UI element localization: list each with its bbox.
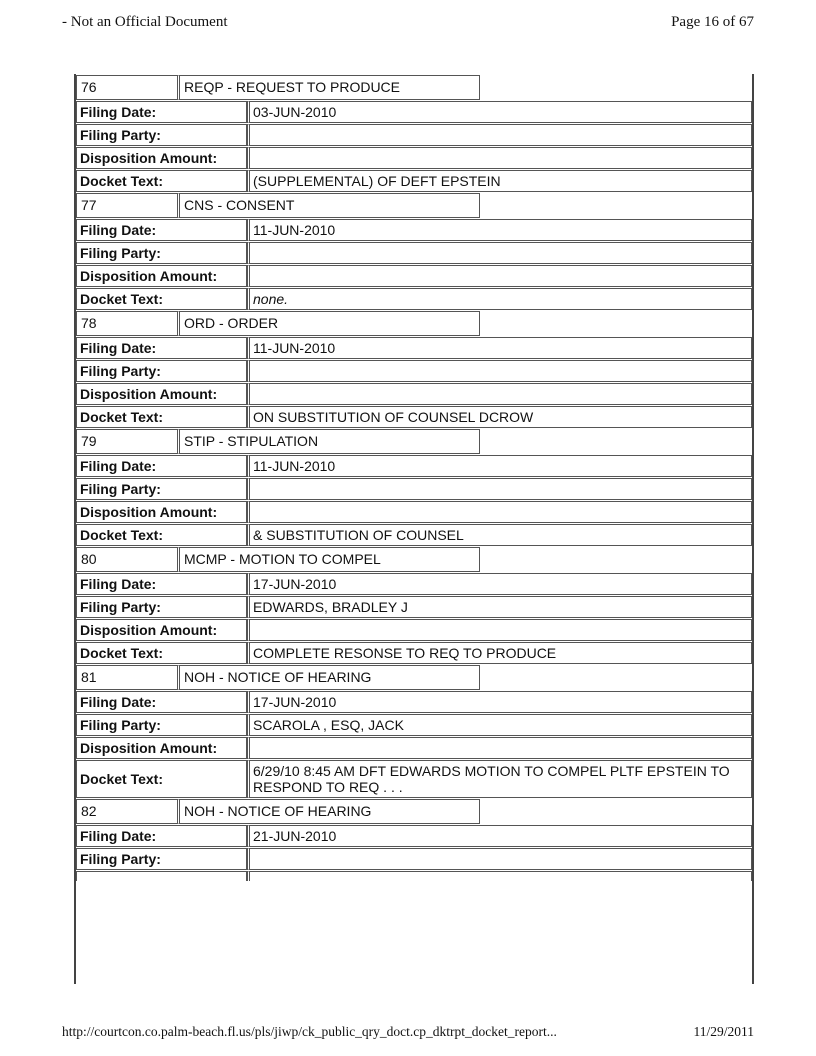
page-header-title: - Not an Official Document	[62, 14, 228, 30]
filing-date-label: Filing Date:	[76, 825, 247, 847]
entry-type: ORD - ORDER	[180, 311, 480, 336]
entry-header	[76, 311, 752, 336]
filing-date-value: 17-JUN-2010	[247, 691, 752, 713]
filing-date-value: 11-JUN-2010	[247, 219, 752, 241]
filing-party-row	[76, 714, 752, 736]
entry-type: CNS - CONSENT	[180, 193, 480, 218]
docket-entry	[76, 311, 752, 428]
entry-type: NOH - NOTICE OF HEARING	[180, 799, 480, 824]
entry-number: 77	[76, 193, 180, 218]
disposition-amount-value	[247, 265, 752, 287]
docket-text-row	[76, 170, 752, 192]
docket-text-row	[76, 760, 752, 798]
entry-number: 76	[76, 75, 180, 100]
docket-text-row	[76, 642, 752, 664]
docket-text-label: Docket Text:	[76, 642, 247, 664]
page-footer	[62, 1024, 754, 1040]
entry-type: NOH - NOTICE OF HEARING	[180, 665, 480, 690]
filing-party-value: SCAROLA , ESQ, JACK	[247, 714, 752, 736]
filing-date-row	[76, 219, 752, 241]
entry-header	[76, 429, 752, 454]
docket-text-value: & SUBSTITUTION OF COUNSEL	[247, 524, 752, 546]
filing-party-value: EDWARDS, BRADLEY J	[247, 596, 752, 618]
docket-entry	[76, 429, 752, 546]
filing-party-value	[247, 124, 752, 146]
disposition-amount-row	[76, 501, 752, 523]
disposition-amount-row	[76, 619, 752, 641]
entry-type: MCMP - MOTION TO COMPEL	[180, 547, 480, 572]
docket-text-label: Docket Text:	[76, 288, 247, 310]
entry-header	[76, 799, 752, 824]
disposition-amount-value	[247, 737, 752, 759]
filing-party-label: Filing Party:	[76, 714, 247, 736]
filing-date-row	[76, 337, 752, 359]
docket-text-label: Docket Text:	[76, 406, 247, 428]
docket-entry	[76, 193, 752, 310]
filing-date-label: Filing Date:	[76, 219, 247, 241]
filing-date-value: 17-JUN-2010	[247, 573, 752, 595]
filing-party-value	[247, 242, 752, 264]
entry-number: 80	[76, 547, 180, 572]
entry-number: 78	[76, 311, 180, 336]
disposition-amount-value	[247, 383, 752, 405]
disposition-amount-row	[76, 383, 752, 405]
disposition-amount-label: Disposition Amount:	[76, 501, 247, 523]
docket-table	[74, 74, 754, 984]
filing-date-value: 11-JUN-2010	[247, 337, 752, 359]
truncated-value-cell	[247, 871, 752, 881]
entry-header	[76, 75, 752, 100]
filing-party-label: Filing Party:	[76, 478, 247, 500]
docket-text-label: Docket Text:	[76, 760, 247, 798]
disposition-amount-row	[76, 265, 752, 287]
filing-party-row	[76, 848, 752, 870]
disposition-amount-row	[76, 737, 752, 759]
filing-party-label: Filing Party:	[76, 360, 247, 382]
entry-number: 79	[76, 429, 180, 454]
disposition-amount-value	[247, 147, 752, 169]
docket-entry	[76, 665, 752, 798]
entry-header	[76, 665, 752, 690]
filing-date-row	[76, 455, 752, 477]
footer-url: http://courtcon.co.palm-beach.fl.us/pls/jiwp/ck_public_qry_doct.cp_dktrpt_docket_report...	[62, 1024, 557, 1039]
filing-party-row	[76, 242, 752, 264]
entry-number: 81	[76, 665, 180, 690]
filing-party-row	[76, 124, 752, 146]
filing-party-value	[247, 848, 752, 870]
docket-text-row	[76, 288, 752, 310]
disposition-amount-value	[247, 501, 752, 523]
disposition-amount-label: Disposition Amount:	[76, 147, 247, 169]
docket-entry	[76, 547, 752, 664]
disposition-amount-label: Disposition Amount:	[76, 383, 247, 405]
filing-party-value	[247, 360, 752, 382]
disposition-amount-row	[76, 147, 752, 169]
page-number: Page 16 of 67	[671, 14, 754, 30]
docket-text-value: none.	[247, 288, 752, 310]
filing-party-label: Filing Party:	[76, 848, 247, 870]
entry-header	[76, 547, 752, 572]
filing-party-label: Filing Party:	[76, 242, 247, 264]
docket-text-value: ON SUBSTITUTION OF COUNSEL DCROW	[247, 406, 752, 428]
filing-party-label: Filing Party:	[76, 596, 247, 618]
filing-party-row	[76, 478, 752, 500]
disposition-amount-label: Disposition Amount:	[76, 619, 247, 641]
entry-type: STIP - STIPULATION	[180, 429, 480, 454]
filing-date-row	[76, 101, 752, 123]
filing-date-value: 03-JUN-2010	[247, 101, 752, 123]
entry-number: 82	[76, 799, 180, 824]
footer-date: 11/29/2011	[693, 1024, 754, 1039]
entry-type: REQP - REQUEST TO PRODUCE	[180, 75, 480, 100]
docket-text-row	[76, 524, 752, 546]
docket-text-row	[76, 406, 752, 428]
filing-date-value: 11-JUN-2010	[247, 455, 752, 477]
truncated-label-cell	[76, 871, 247, 881]
filing-date-row	[76, 825, 752, 847]
truncated-row	[76, 871, 752, 881]
filing-date-label: Filing Date:	[76, 573, 247, 595]
filing-date-row	[76, 691, 752, 713]
filing-party-value	[247, 478, 752, 500]
filing-date-label: Filing Date:	[76, 101, 247, 123]
disposition-amount-label: Disposition Amount:	[76, 737, 247, 759]
filing-party-label: Filing Party:	[76, 124, 247, 146]
filing-date-row	[76, 573, 752, 595]
filing-date-value: 21-JUN-2010	[247, 825, 752, 847]
disposition-amount-label: Disposition Amount:	[76, 265, 247, 287]
docket-text-label: Docket Text:	[76, 170, 247, 192]
docket-entry	[76, 75, 752, 192]
filing-date-label: Filing Date:	[76, 455, 247, 477]
filing-party-row	[76, 360, 752, 382]
docket-entry	[76, 799, 752, 881]
docket-text-value: 6/29/10 8:45 AM DFT EDWARDS MOTION TO COMPEL PLTF EPSTEIN TO RESPOND TO REQ . . .	[247, 760, 752, 798]
disposition-amount-value	[247, 619, 752, 641]
entry-header	[76, 193, 752, 218]
filing-party-row	[76, 596, 752, 618]
docket-text-label: Docket Text:	[76, 524, 247, 546]
filing-date-label: Filing Date:	[76, 691, 247, 713]
docket-text-value: COMPLETE RESONSE TO REQ TO PRODUCE	[247, 642, 752, 664]
filing-date-label: Filing Date:	[76, 337, 247, 359]
docket-text-value: (SUPPLEMENTAL) OF DEFT EPSTEIN	[247, 170, 752, 192]
